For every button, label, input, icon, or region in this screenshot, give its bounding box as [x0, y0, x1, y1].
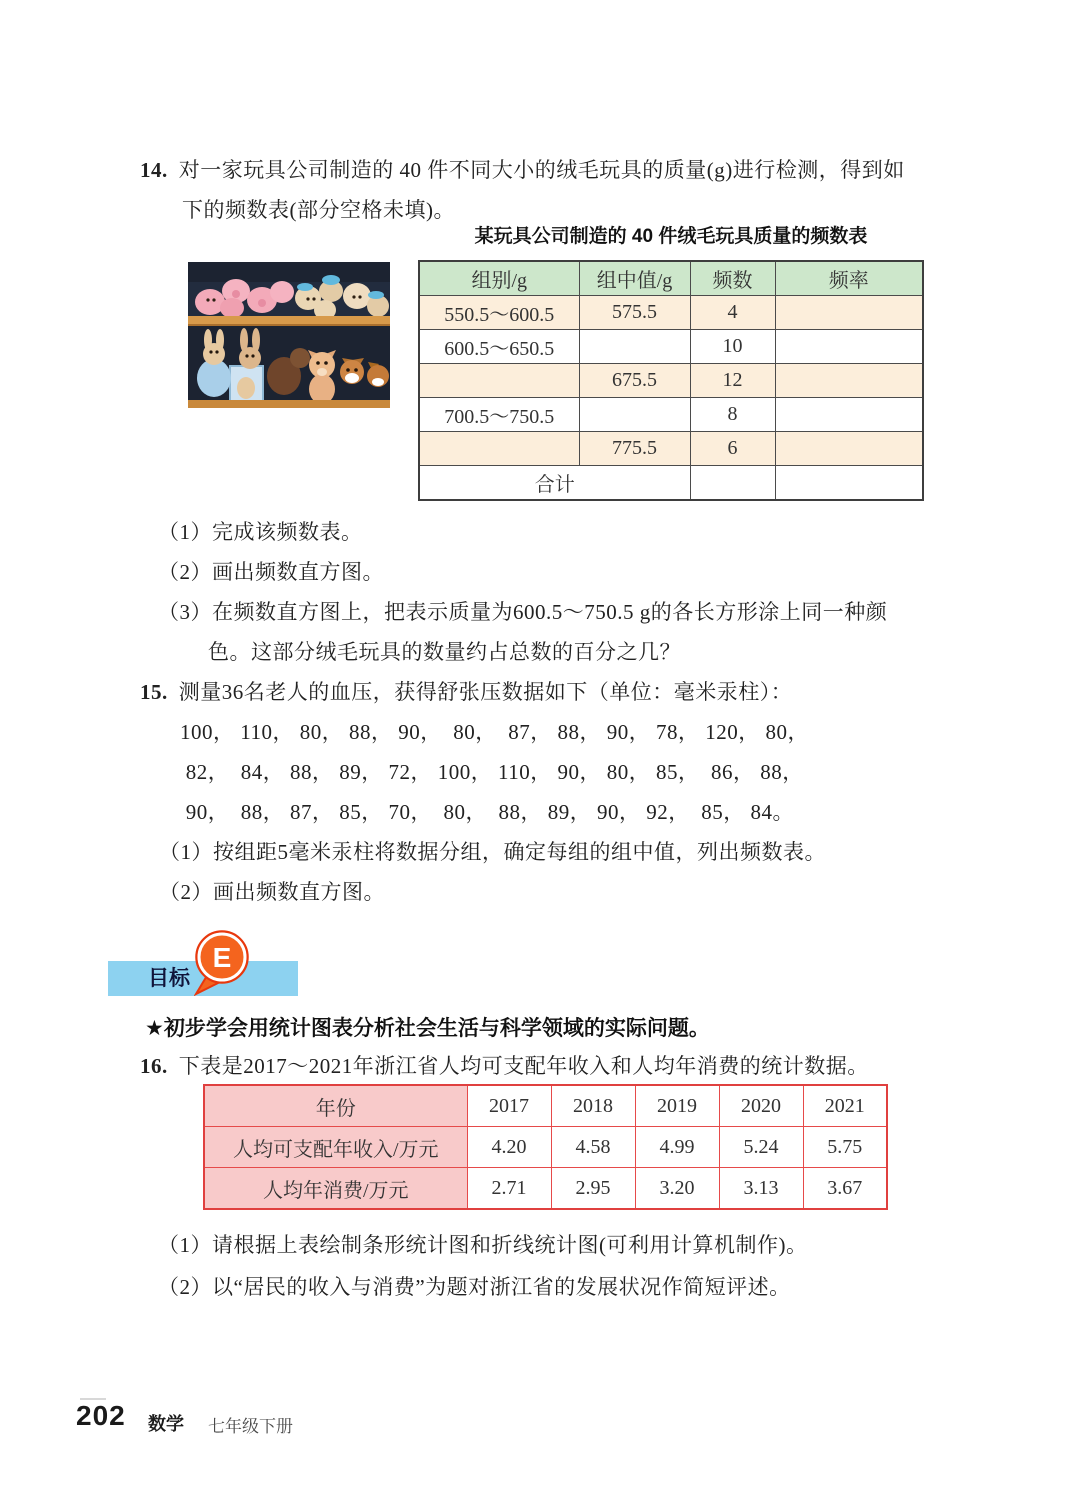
problem-15-number: 15.: [140, 680, 168, 704]
problem-14-text1: 对一家玩具公司制造的 40 件不同大小的绒毛玩具的质量(g)进行检测，得到如: [178, 158, 905, 182]
frequency-table-cell: [690, 466, 775, 501]
frequency-table-cell: 8: [690, 398, 775, 432]
frequency-table-cell: 550.5～600.5: [419, 296, 579, 330]
frequency-table-cell: [419, 364, 579, 398]
frequency-table-cell: [775, 330, 923, 364]
goal-text: ★初步学会用统计图表分析社会生活与科学领域的实际问题。: [145, 1017, 710, 1040]
problem-14-sub1: （1）完成该频数表。: [158, 520, 363, 544]
problem-15-sub1: （1）按组距5毫米汞柱将数据分组，确定每组的组中值，列出频数表。: [159, 840, 826, 864]
frequency-table-cell: 10: [690, 330, 775, 364]
problem-16-intro-text: 下表是2017～2021年浙江省人均可支配年收入和人均年消费的统计数据。: [178, 1054, 869, 1078]
frequency-table-head: [419, 261, 923, 296]
problem-14-sub3-line1: （3）在频数直方图上，把表示质量为600.5～750.5 g的各长方形涂上同一种颜: [158, 600, 888, 624]
frequency-table-cell: [775, 432, 923, 466]
frequency-table-row: [419, 296, 923, 330]
frequency-table-title: 某玩具公司制造的 40 件绒毛玩具质量的频数表: [474, 226, 868, 247]
footer-page-number: 202: [76, 1400, 126, 1431]
zhejiang-stats-cell: 2021: [803, 1085, 887, 1127]
zhejiang-stats-cell: 2020: [719, 1085, 803, 1127]
frequency-table-cell: 775.5: [579, 432, 690, 466]
frequency-table-header-cell: 频率: [775, 261, 923, 296]
frequency-table-cell: 700.5～750.5: [419, 398, 579, 432]
plush-toys-photo: [188, 262, 390, 408]
problem-14-subquestions: [158, 512, 958, 672]
frequency-table-row: [419, 398, 923, 432]
frequency-table-cell: [775, 296, 923, 330]
problem-16-number: 16.: [140, 1054, 168, 1078]
problem-14-sub3-line2: 色。这部分绒毛玩具的数量约占总数的百分之几？: [208, 640, 681, 664]
problem-14-line1: [140, 150, 952, 190]
level-e-letter: E: [212, 942, 232, 973]
problem-14-text2: 下的频数表(部分空格未填)。: [182, 198, 455, 222]
zhejiang-stats-row-header: 人均年消费/万元: [204, 1168, 467, 1210]
zhejiang-stats-cell: 4.20: [467, 1127, 551, 1168]
zhejiang-stats-cell: 5.24: [719, 1127, 803, 1168]
zhejiang-stats-cell: 2019: [635, 1085, 719, 1127]
zhejiang-stats-row-header: 人均可支配年收入/万元: [204, 1127, 467, 1168]
problem-14-number: 14.: [140, 158, 168, 182]
zhejiang-stats-cell: 4.99: [635, 1127, 719, 1168]
problem-15-data-line1: 100， 110， 80， 88， 90， 80， 87， 88， 90， 78， 120， 80，: [180, 720, 809, 744]
frequency-table: [418, 260, 924, 501]
frequency-table-cell: [579, 330, 690, 364]
zhejiang-stats-cell: 3.67: [803, 1168, 887, 1210]
frequency-table-row: [419, 466, 923, 501]
problem-15-intro: [140, 672, 970, 712]
problem-16: [140, 1046, 952, 1086]
frequency-table-header-cell: 组中值/g: [579, 261, 690, 296]
zhejiang-stats-cell: 4.58: [551, 1127, 635, 1168]
zhejiang-stats-table-row: [204, 1168, 887, 1210]
problem-14-sub2: （2）画出频数直方图。: [158, 560, 384, 584]
frequency-table-cell: [775, 364, 923, 398]
problem-15-sub2: （2）画出频数直方图。: [159, 880, 385, 904]
zhejiang-stats-cell: 3.20: [635, 1168, 719, 1210]
frequency-table-row: [419, 432, 923, 466]
frequency-table-cell: 合计: [419, 466, 690, 501]
frequency-table-row: [419, 330, 923, 364]
zhejiang-stats-row-header: 年份: [204, 1085, 467, 1127]
frequency-table-body: [419, 296, 923, 501]
frequency-table-cell: [775, 466, 923, 501]
zhejiang-stats-cell: 2018: [551, 1085, 635, 1127]
frequency-table-cell: 600.5～650.5: [419, 330, 579, 364]
frequency-table-cell: 12: [690, 364, 775, 398]
problem-15-data-line3: 90， 88， 87， 85， 70， 80， 88， 89， 90， 92， 85， 84。: [180, 800, 794, 824]
frequency-table-cell: [419, 432, 579, 466]
zhejiang-stats-cell: 2017: [467, 1085, 551, 1127]
zhejiang-stats-table-body: [204, 1085, 887, 1209]
zhejiang-stats-cell: 5.75: [803, 1127, 887, 1168]
zhejiang-stats-table-row: [204, 1127, 887, 1168]
footer-volume: 七年级下册: [208, 1417, 293, 1436]
problem-15-intro-text: 测量36名老人的血压，获得舒张压数据如下（单位：毫米汞柱）：: [178, 680, 793, 704]
zhejiang-stats-table-row: [204, 1085, 887, 1127]
frequency-table-cell: 675.5: [579, 364, 690, 398]
frequency-table-cell: [579, 398, 690, 432]
zhejiang-stats-cell: 2.71: [467, 1168, 551, 1210]
problem-16-intro: [140, 1046, 952, 1086]
problem-16-subquestions: [158, 1224, 978, 1308]
footer-subject: 数学: [148, 1414, 184, 1434]
zhejiang-stats-table: [203, 1084, 888, 1210]
problem-15: [140, 672, 970, 912]
frequency-table-cell: 575.5: [579, 296, 690, 330]
frequency-table-cell: 6: [690, 432, 775, 466]
frequency-table-cell: [775, 398, 923, 432]
level-e-bubble-icon: [194, 930, 254, 996]
frequency-table-header-cell: 频数: [690, 261, 775, 296]
problem-16-sub2: （2）以“居民的收入与消费”为题对浙江省的发展状况作简短评述。: [158, 1275, 791, 1299]
zhejiang-stats-cell: 3.13: [719, 1168, 803, 1210]
zhejiang-stats-cell: 2.95: [551, 1168, 635, 1210]
frequency-table-header-cell: 组别/g: [419, 261, 579, 296]
problem-14: [140, 150, 952, 230]
frequency-table-row: [419, 364, 923, 398]
problem-15-data-line2: 82， 84， 88， 89， 72， 100， 110， 90， 80， 85， 86， 88，: [180, 760, 804, 784]
problem-16-sub1: （1）请根据上表绘制条形统计图和折线统计图(可利用计算机制作)。: [158, 1233, 808, 1257]
goal-banner-label: 目标: [148, 967, 190, 990]
frequency-table-cell: 4: [690, 296, 775, 330]
